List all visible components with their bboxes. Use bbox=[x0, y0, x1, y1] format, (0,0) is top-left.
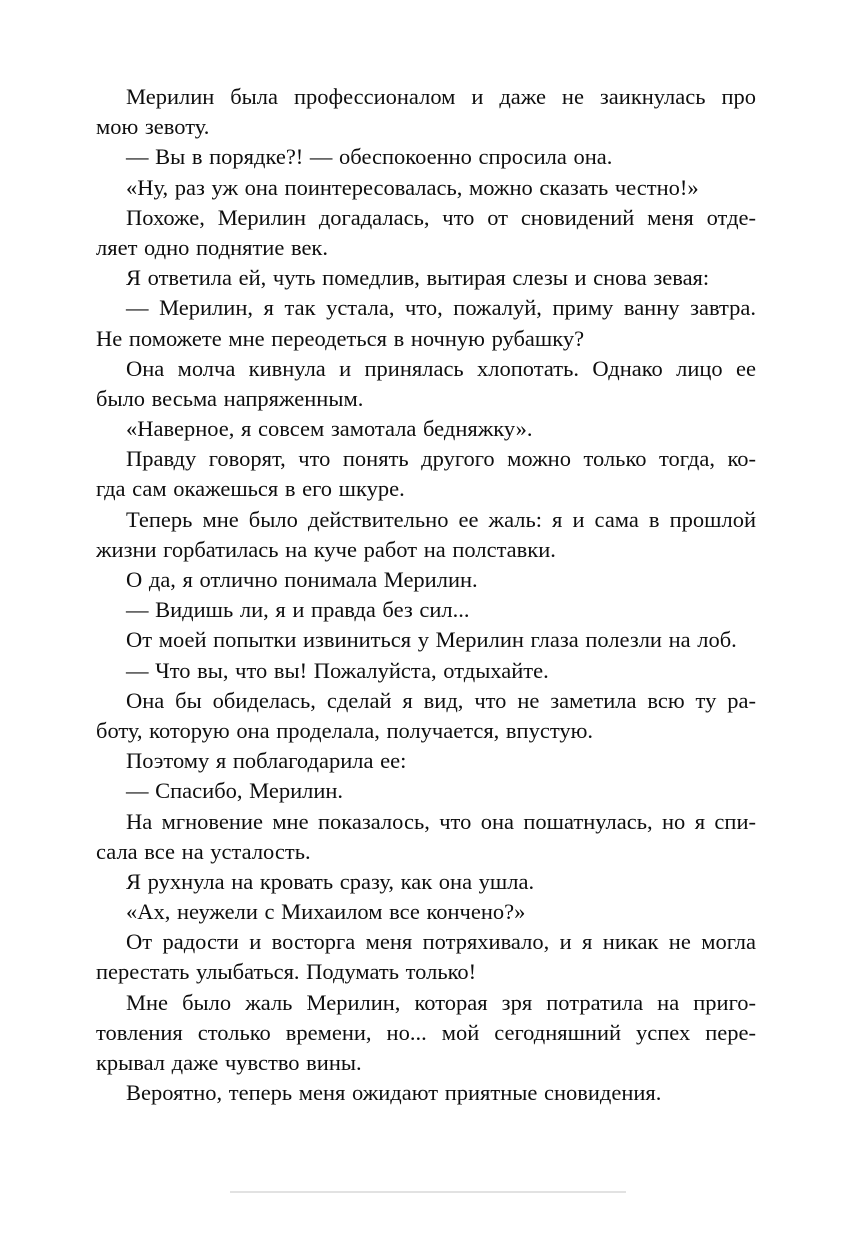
text-line: ляет одно поднятие век. bbox=[96, 234, 328, 260]
text-line: перестать улыбаться. Подумать только! bbox=[96, 959, 477, 985]
text-line: Теперь мне было действительно ее жаль: я и сама в прошлой bbox=[126, 506, 756, 532]
text-line: От моей попытки извиниться у Мерилин глаза полезли на лоб. bbox=[126, 627, 737, 653]
text-line: сала все на усталость. bbox=[96, 838, 311, 864]
text-line: Поэтому я поблагодарила ее: bbox=[126, 748, 407, 774]
text-line: мою зевоту. bbox=[96, 114, 210, 140]
text-line: От радости и восторга меня потряхивало, и я никак не могла bbox=[126, 929, 756, 955]
text-line: — Спасибо, Мерилин. bbox=[126, 778, 344, 804]
text-line: Похоже, Мерилин догадалась, что от сновидений меня отде- bbox=[126, 204, 756, 230]
text-line: — Что вы, что вы! Пожалуйста, отдыхайте. bbox=[126, 657, 549, 683]
text-line: Мне было жаль Мерилин, которая зря потратила на приго- bbox=[126, 989, 756, 1015]
text-line: Правду говорят, что понять другого можно только тогда, ко- bbox=[126, 446, 756, 472]
text-line: «Ну, раз уж она поинтересовалась, можно сказать честно!» bbox=[126, 174, 699, 200]
text-line: — Видишь ли, я и правда без сил... bbox=[126, 597, 470, 623]
text-line: крывал даже чувство вины. bbox=[96, 1050, 362, 1075]
footer-divider bbox=[230, 1191, 626, 1193]
text-line: Я рухнула на кровать сразу, как она ушла. bbox=[126, 868, 535, 894]
text-line: гда сам окажешься в его шкуре. bbox=[96, 476, 405, 502]
text-line: Вероятно, теперь меня ожидают приятные сновидения. bbox=[126, 1080, 662, 1106]
text-line: товления столько времени, но... мой сегодняшний успех пере- bbox=[96, 1019, 756, 1045]
text-line: — Вы в порядке?! — обеспокоенно спросила она. bbox=[126, 144, 613, 170]
text-line: боту, которую она проделала, получается, впустую. bbox=[96, 717, 594, 743]
page-text bbox=[96, 82, 756, 1108]
text-line: Мерилин была профессионалом и даже не заикнулась про bbox=[126, 84, 756, 109]
text-line: Она бы обиделась, сделай я вид, что не заметила всю ту ра- bbox=[126, 687, 756, 713]
text-line: На мгновение мне показалось, что она пошатнулась, но я спи- bbox=[126, 808, 756, 834]
text-line: Не поможете мне переодеться в ночную рубашку? bbox=[96, 325, 585, 351]
text-line: — Мерилин, я так устала, что, пожалуй, приму ванну завтра. bbox=[126, 295, 756, 321]
text-line: Она молча кивнула и принялась хлопотать. Однако лицо ее bbox=[126, 355, 756, 381]
text-line: «Наверное, я совсем замотала бедняжку». bbox=[126, 416, 533, 442]
text-line: О да, я отлично понимала Мерилин. bbox=[126, 567, 478, 592]
text-line: жизни горбатилась на куче работ на полставки. bbox=[96, 536, 556, 562]
text-line: «Ах, неужели с Михаилом все кончено?» bbox=[126, 899, 526, 925]
text-line: Я ответила ей, чуть помедлив, вытирая слезы и снова зевая: bbox=[126, 265, 710, 291]
text-line: было весьма напряженным. bbox=[96, 385, 364, 411]
